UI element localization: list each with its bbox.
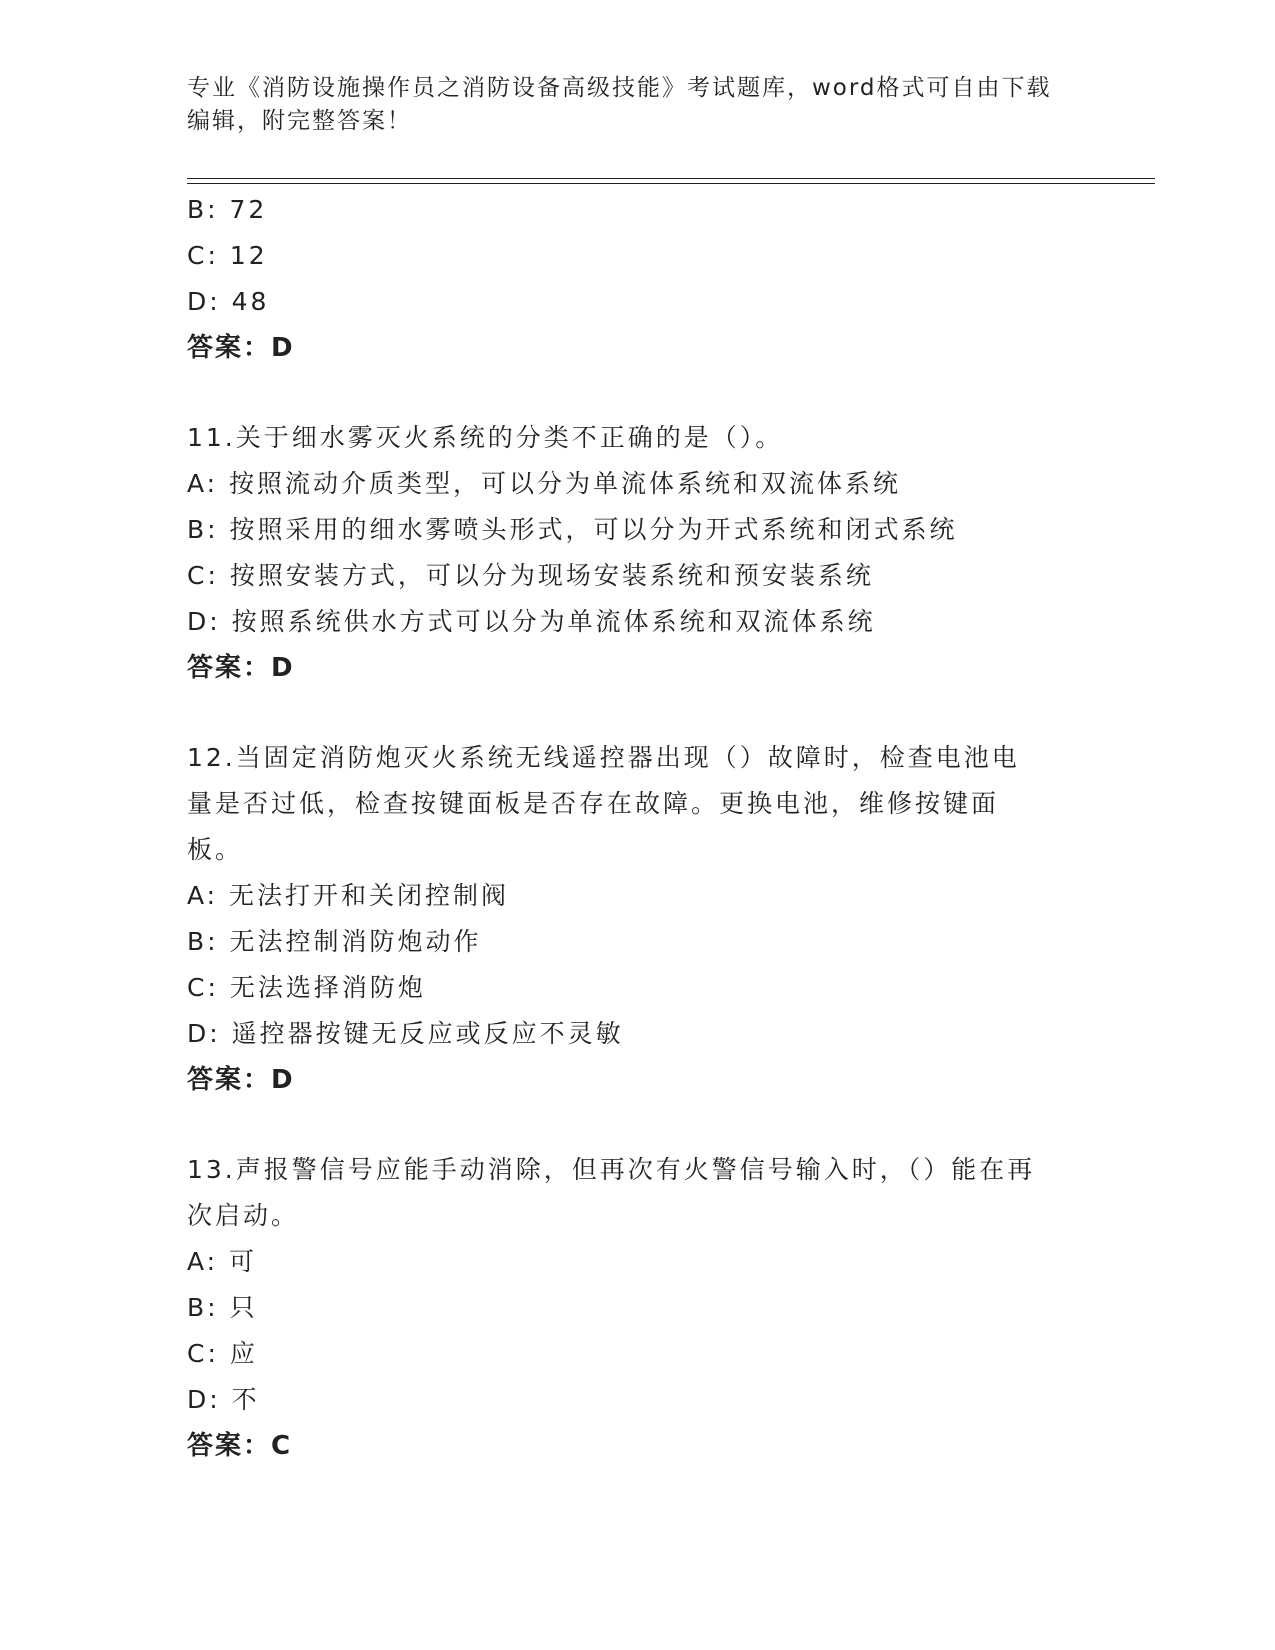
option-b: B: 无法控制消防炮动作 (187, 927, 482, 956)
document-body (187, 187, 1087, 1469)
question-13 (187, 1147, 1087, 1469)
option-c: C: 12 (187, 241, 268, 270)
header-divider (187, 178, 1155, 184)
option-b: B: 只 (187, 1293, 258, 1322)
question-text: 13.声报警信号应能手动消除，但再次有火警信号输入时，（）能在再次启动。 (187, 1155, 1036, 1230)
question-text: 12.当固定消防炮灭火系统无线遥控器出现（）故障时，检查电池电量是否过低，检查按键面板是否存在故障。更换电池，维修按键面板。 (187, 743, 1020, 864)
option-d: D: 遥控器按键无反应或反应不灵敏 (187, 1019, 624, 1048)
question-text: 11.关于细水雾灭火系统的分类不正确的是（）。 (187, 423, 784, 452)
answer-line: 答案：C (187, 1431, 293, 1461)
question-11 (187, 415, 1087, 691)
option-d: D: 按照系统供水方式可以分为单流体系统和双流体系统 (187, 607, 876, 636)
header-text: 专业《消防设施操作员之消防设备高级技能》考试题库，word格式可自由下载编辑，附完整答案！ (187, 75, 1052, 134)
answer-line: 答案：D (187, 333, 295, 363)
page-header (187, 72, 1067, 138)
option-a: A: 可 (187, 1247, 258, 1276)
question-12 (187, 735, 1087, 1103)
option-b: B: 按照采用的细水雾喷头形式，可以分为开式系统和闭式系统 (187, 515, 958, 544)
option-a: A: 按照流动介质类型，可以分为单流体系统和双流体系统 (187, 469, 902, 498)
answer-line: 答案：D (187, 653, 295, 683)
option-c: C: 应 (187, 1339, 258, 1368)
option-c: C: 按照安装方式，可以分为现场安装系统和预安装系统 (187, 561, 874, 590)
option-d: D: 48 (187, 287, 270, 316)
answer-line: 答案：D (187, 1065, 295, 1095)
previous-question-tail (187, 187, 1087, 371)
option-b: B: 72 (187, 195, 268, 224)
option-c: C: 无法选择消防炮 (187, 973, 426, 1002)
option-a: A: 无法打开和关闭控制阀 (187, 881, 510, 910)
option-d: D: 不 (187, 1385, 260, 1414)
